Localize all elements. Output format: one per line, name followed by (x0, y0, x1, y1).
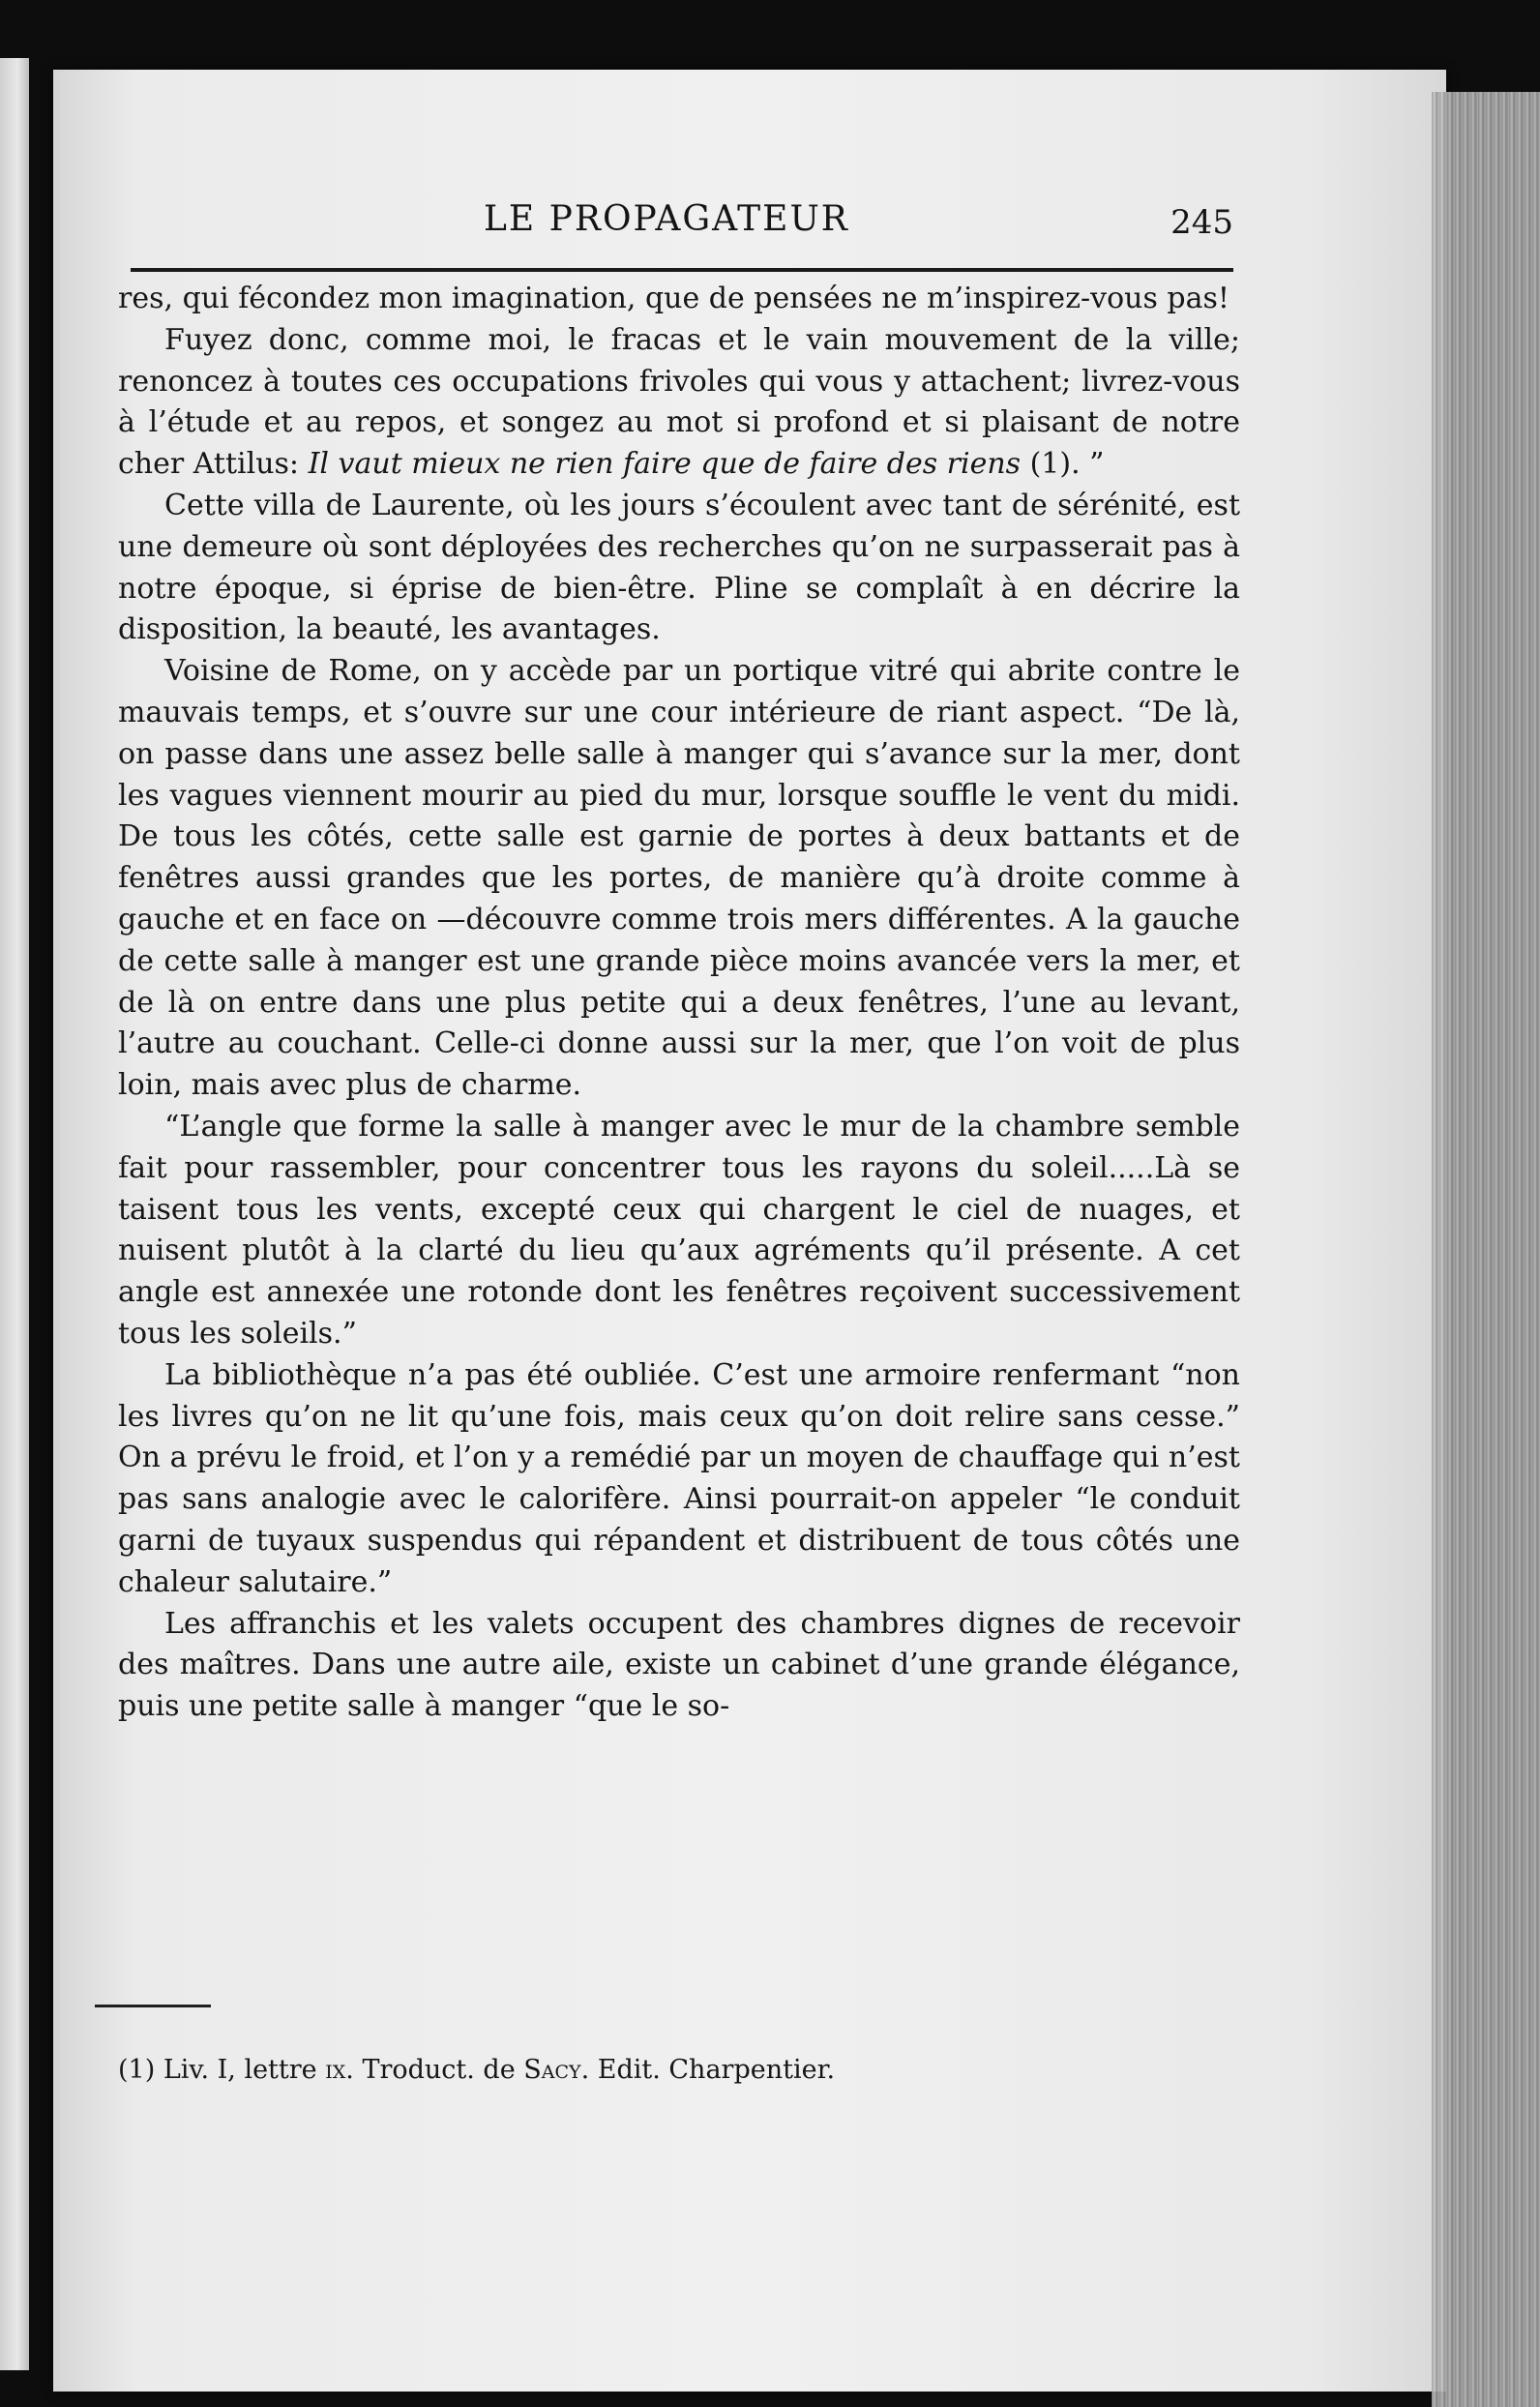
paragraph (118, 651, 1240, 1107)
paragraph-text: “L’angle que forme la salle à manger avec le mur de la chambre semble fait pour rassembler, pour concentrer tous les rayons du soleil.....Là se taisent tous les vents, excepté ceux qui chargent le ciel de nuages, et nuisent plutôt à la clarté du lieu qu’aux agréments qu’il présente. A cet angle est annexée une rotonde dont les fenêtres reçoivent successivement tous les soleils.” (118, 1109, 1240, 1351)
paragraph-text: La bibliothèque n’a pas été oubliée. C’est une armoire renfermant “non les livres qu’on ne lit qu’une fois, mais ceux qu’on doit relire sans cesse.” On a prévu le froid, et l’on y a remédié par un moyen de chauffage qui n’est pas sans analogie avec le calorifère. Ainsi pourrait-on appeler “le conduit garni de tuyaux suspendus qui répandent et distribuent de tous côtés une chaleur salutaire.” (118, 1357, 1240, 1599)
footnote-text-middle: . Troduct. de (345, 2055, 524, 2085)
paragraph-text: Voisine de Rome, on y accède par un portique vitré qui abrite contre le mauvais temps, et s’ouvre sur une cour intérieure de riant aspect. “De là, on passe dans une assez belle salle à manger qui s’avance sur la mer, dont les vagues viennent mourir au pied du mur, lorsque souffle le vent du midi. De tous les côtés, cette salle est garnie de portes à deux battants et de fenêtres aussi grandes que les portes, de manière qu’à droite comme à gauche et en face on —découvre comme trois mers différentes. A la gauche de cette salle à manger est une grande pièce moins avancée vers la mer, et de là on entre dans une plus petite qui a deux fenêtres, l’une au levant, l’autre au couchant. Celle-ci donne aussi sur la mer, que l’on voit de plus loin, mais avec plus de charme. (118, 654, 1240, 1103)
paragraph (118, 1604, 1240, 1728)
footnote-letter-number: ix (325, 2055, 346, 2085)
paragraph-text: res, qui fécondez mon imagination, que de pensées ne m’inspirez-vous pas! (118, 282, 1229, 315)
paragraph (118, 1355, 1240, 1604)
paragraph (118, 1107, 1240, 1355)
footnote-marker: (1) (118, 2055, 156, 2085)
footnote (118, 2055, 1182, 2085)
paragraph (118, 320, 1240, 486)
paragraph-text: (1). ” (1021, 447, 1105, 482)
previous-page-edge (0, 58, 29, 2370)
running-header (131, 193, 1233, 252)
footnote-rule (95, 2005, 211, 2007)
paragraph-text: Les affranchis et les valets occupent des chambres dignes de recevoir des maîtres. Dans une autre aile, existe un cabinet d’une grande élégance, puis une petite salle à manger “que le so- (118, 1606, 1240, 1724)
page-stack-edges (1432, 92, 1540, 2407)
italic-quote: Il vaut mieux ne rien faire que de faire des riens (308, 447, 1022, 482)
paragraph (118, 486, 1240, 651)
header-rule (131, 268, 1233, 272)
running-title: LE PROPAGATEUR (484, 199, 849, 239)
page-number: 245 (1170, 203, 1233, 242)
footnote-text-before: Liv. I, lettre (155, 2055, 326, 2085)
footnote-translator: Sacy (523, 2055, 581, 2085)
footnote-text-after: . Edit. Charpentier. (580, 2055, 836, 2085)
paragraph (118, 279, 1240, 320)
paragraph-text: Cette villa de Laurente, où les jours s’écoulent avec tant de sérénité, est une demeure où sont déployées des recherches qu’on ne surpasserait pas à notre époque, si éprise de bien-être. Pline se complaît à en décrire la disposition, la beauté, les avantages. (118, 488, 1240, 647)
paragraph-text: Fuyez donc, comme moi, le fracas et le vain mouvement de la ville; renoncez à toutes ces occupations frivoles qui vous y attachent; livrez-vous à l’étude et au repos, et songez au mot si profond et si plaisant de notre cher Attilus: (118, 322, 1240, 482)
body-text (118, 279, 1240, 1728)
